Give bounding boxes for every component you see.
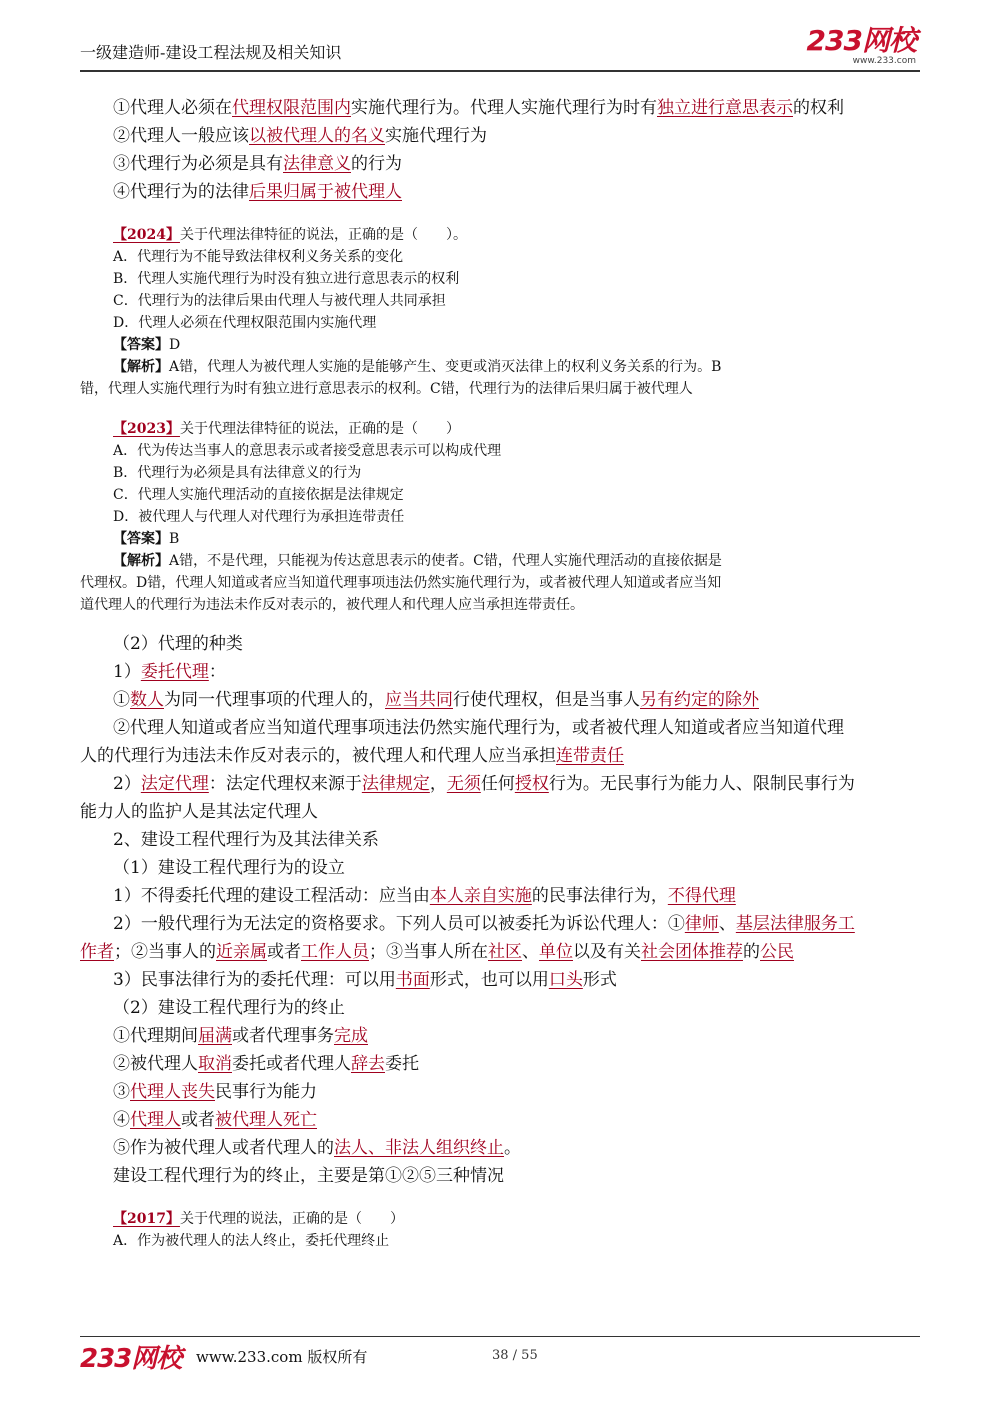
logo-text: 233网校 [806, 24, 916, 57]
option-c: C．代理行为的法律后果由代理人与被代理人共同承担 [113, 293, 446, 309]
termination-3: ③代理人丧失民事行为能力 [113, 1082, 317, 1102]
analysis-line-2: 错，代理人实施代理行为时有独立进行意思表示的权利。C错，代理行为的法律后果归属于被代理人 [80, 381, 693, 397]
termination-4: ④代理人或者被代理人死亡 [113, 1110, 317, 1130]
header-divider [80, 70, 920, 72]
option-b: B．代理人实施代理行为时没有独立进行意思表示的权利 [113, 271, 460, 287]
feature-2: ②代理人一般应该以被代理人的名义实施代理行为 [113, 126, 487, 146]
question-2024 [80, 224, 920, 400]
question-stem: 【2024】关于代理法律特征的说法，正确的是（ ）。 [113, 227, 467, 243]
brand-logo [807, 26, 916, 66]
option-d: D．代理人必须在代理权限范围内实施代理 [113, 315, 377, 331]
option-d: D．被代理人与代理人对代理行为承担连带责任 [113, 509, 405, 525]
option-c: C．代理人实施代理活动的直接依据是法律规定 [113, 487, 404, 503]
feature-1: ①代理人必须在代理权限范围内实施代理行为。代理人实施代理行为时有独立进行意思表示的权利 [113, 98, 844, 118]
option-a: A．作为被代理人的法人终止，委托代理终止 [113, 1233, 390, 1249]
setup-item-2: 2）一般代理行为无法定的资格要求。下列人员可以被委托为诉讼代理人：①律师、基层法律服务工 [113, 914, 855, 934]
entrust-item-1: ①数人为同一代理事项的代理人的，应当共同行使代理权，但是当事人另有约定的除外 [113, 690, 759, 710]
entrust-item-2-cont: 人的代理行为违法未作反对表示的，被代理人和代理人应当承担连带责任 [80, 746, 624, 766]
feature-3: ③代理行为必须是具有法律意义的行为 [113, 154, 402, 174]
setup-item-1: 1）不得委托代理的建设工程活动：应当由本人亲自实施的民事法律行为，不得代理 [113, 886, 736, 906]
option-b: B．代理行为必须是具有法律意义的行为 [113, 465, 362, 481]
construction-sub-2: （2）建设工程代理行为的终止 [113, 998, 345, 1018]
option-a: A．代理行为不能导致法律权利义务关系的变化 [113, 249, 404, 265]
header-title: 一级建造师-建设工程法规及相关知识 [80, 43, 342, 62]
analysis-line-3: 道代理人的代理行为违法未作反对表示的，被代理人和代理人应当承担连带责任。 [80, 597, 584, 613]
footer-logo: 233网校 [80, 1344, 182, 1374]
termination-1: ①代理期间届满或者代理事务完成 [113, 1026, 368, 1046]
termination-2: ②被代理人取消委托或者代理人辞去委托 [113, 1054, 419, 1074]
construction-heading: 2、建设工程代理行为及其法律关系 [113, 830, 379, 850]
analysis-line-2: 代理权。D错，代理人知道或者应当知道代理事项违法仍然实施代理行为，或者被代理人知道或者应当知 [80, 575, 722, 591]
setup-item-2-cont: 作者；②当事人的近亲属或者工作人员；③当事人所在社区、单位以及有关社会团体推荐的公民 [80, 942, 794, 962]
question-2017 [80, 1208, 920, 1252]
termination-5: ⑤作为被代理人或者代理人的法人、非法人组织终止。 [113, 1138, 521, 1158]
legal-agency: 2）法定代理：法定代理权来源于法律规定，无须任何授权行为。无民事行为能力人、限制民事行为 [113, 774, 855, 794]
legal-agency-cont: 能力人的监护人是其法定代理人 [80, 802, 318, 822]
analysis-line-1: 【解析】A错，代理人为被代理人实施的是能够产生、变更或消灭法律上的权利义务关系的行为。B [113, 359, 722, 375]
entrust-item-2: ②代理人知道或者应当知道代理事项违法仍然实施代理行为，或者被代理人知道或者应当知道代理 [113, 718, 844, 738]
page-number: 38 / 55 [492, 1348, 538, 1363]
question-stem: 【2017】关于代理的说法，正确的是（ ） [113, 1211, 404, 1227]
footer-divider [80, 1336, 920, 1337]
answer: 【答案】B [113, 531, 180, 547]
footer-copyright: www.233.com 版权所有 [196, 1348, 368, 1366]
question-stem: 【2023】关于代理法律特征的说法，正确的是（ ） [113, 421, 460, 437]
logo-url: www.233.com [852, 56, 916, 66]
entrust-agency: 1）委托代理： [113, 662, 226, 682]
types-heading: （2）代理的种类 [113, 634, 243, 654]
question-2023 [80, 418, 920, 616]
page-content [80, 94, 920, 1252]
feature-4: ④代理行为的法律后果归属于被代理人 [113, 182, 402, 202]
analysis-line-1: 【解析】A错，不是代理，只能视为传达意思表示的使者。C错，代理人实施代理活动的直接依据是 [113, 553, 722, 569]
option-a: A．代为传达当事人的意思表示或者接受意思表示可以构成代理 [113, 443, 502, 459]
termination-summary: 建设工程代理行为的终止，主要是第①②⑤三种情况 [113, 1166, 504, 1186]
construction-sub-1: （1）建设工程代理行为的设立 [113, 858, 345, 878]
setup-item-3: 3）民事法律行为的委托代理：可以用书面形式，也可以用口头形式 [113, 970, 617, 990]
answer: 【答案】D [113, 337, 181, 353]
